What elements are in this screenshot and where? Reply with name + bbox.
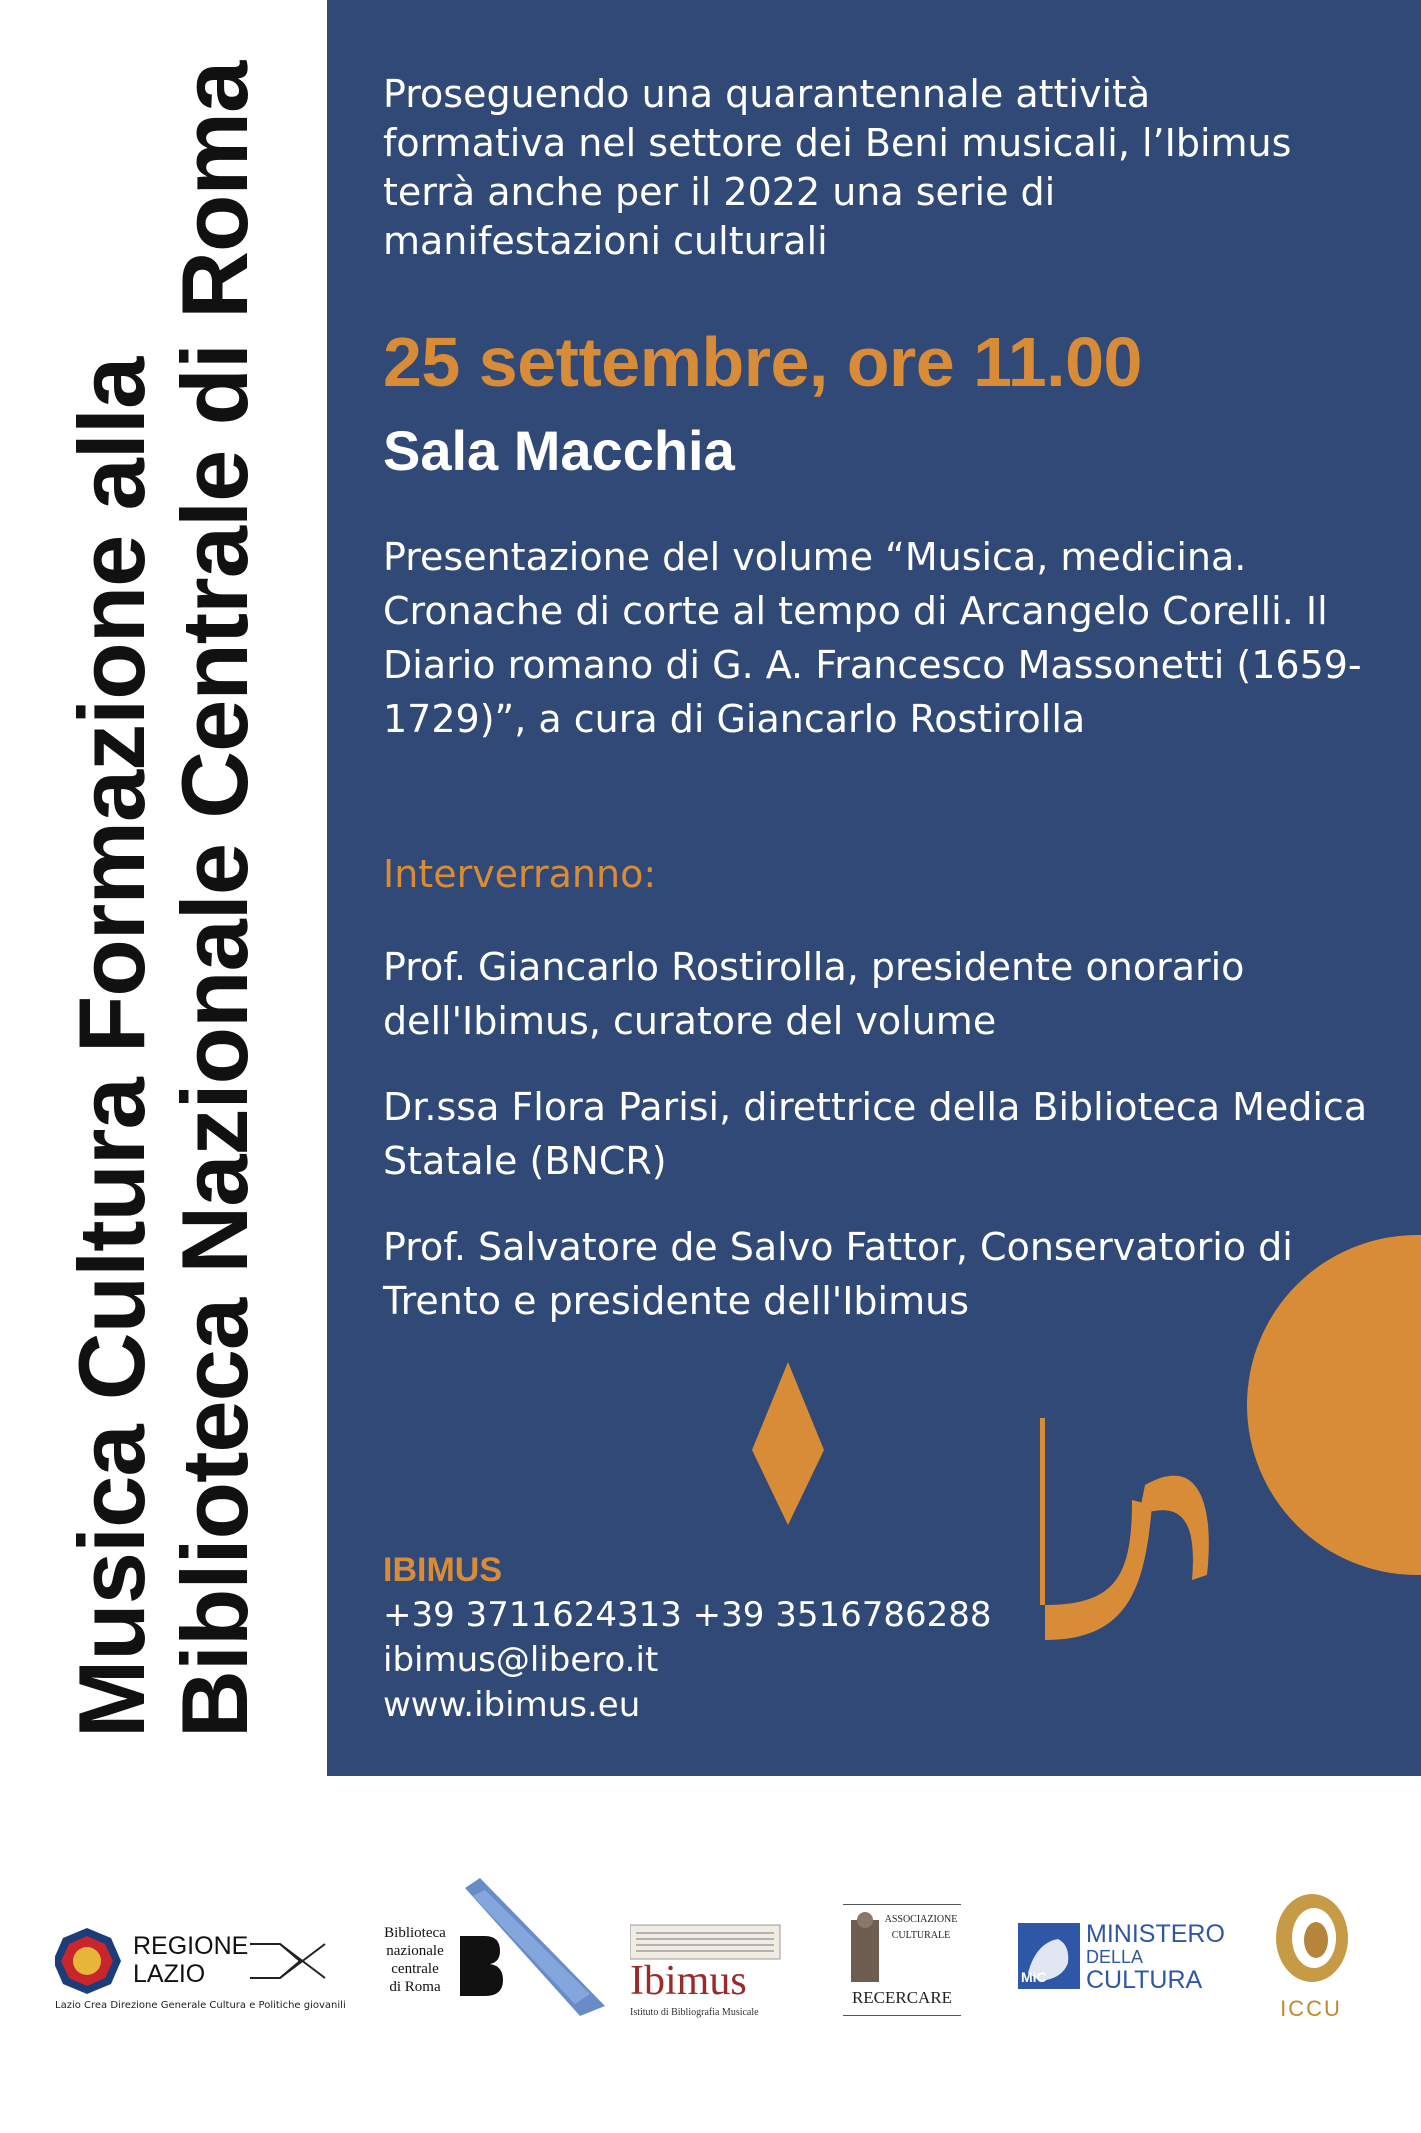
contact-email[interactable]: ibimus@libero.it xyxy=(383,1640,659,1680)
iccu-logo xyxy=(1268,1886,1358,2026)
side-title-line1: Musica Cultura Formazione alla xyxy=(59,357,164,1738)
event-description: Presentazione del volume “Musica, medicina. Cronache di corte al tempo di Arcangelo Corelli. Il Diario romano di G. A. Francesco Massonetti (1659-1729)”, a cura di Giancarlo Rostirolla xyxy=(383,535,1362,741)
bncr-logo xyxy=(375,1876,615,2036)
eighth-note-icon xyxy=(1040,1418,1209,1640)
sponsor-logos xyxy=(0,1776,1421,2133)
intro-text: Proseguendo una quarantennale attività formativa nel settore dei Beni musicali, l’Ibimus terrà anche per il 2022 una serie di manifestazioni culturali xyxy=(383,72,1292,263)
regione-lazio-logo xyxy=(55,1926,355,2016)
recercare-line2: CULTURALE xyxy=(891,1930,951,1941)
speakers-label: Interverranno: xyxy=(383,852,657,896)
mic-line2: DELLA xyxy=(1086,1947,1144,1967)
speaker-3: Prof. Salvatore de Salvo Fattor, Conservatorio di Trento e presidente dell'Ibimus xyxy=(383,1225,1293,1323)
contact-website[interactable]: www.ibimus.eu xyxy=(383,1685,641,1725)
side-title xyxy=(0,0,327,1776)
mic-badge: MiC xyxy=(1021,1969,1047,1985)
recercare-figure-icon xyxy=(845,1910,885,1990)
bncr-line1: Biblioteca xyxy=(384,1925,446,1941)
mic-line3: CULTURA xyxy=(1086,1966,1203,1994)
iccu-name: ICCU xyxy=(1280,1996,1342,2021)
contact-org: IBIMUS xyxy=(383,1551,502,1589)
recercare-logo xyxy=(843,1904,963,2016)
regione-line1: REGIONE xyxy=(133,1932,249,1960)
speaker-2: Dr.ssa Flora Parisi, direttrice della Biblioteca Medica Statale (BNCR) xyxy=(383,1085,1368,1183)
contact-block xyxy=(383,1548,992,1728)
ibimus-logo xyxy=(630,1921,790,2021)
ibimus-caption: Istituto di Bibliografia Musicale xyxy=(630,2007,759,2018)
diamond-note-icon xyxy=(752,1362,824,1525)
recercare-line1: ASSOCIAZIONE xyxy=(884,1914,958,1925)
side-title-line2: Biblioteca Nazionale Centrale di Roma xyxy=(162,61,267,1738)
bncr-line2: nazionale xyxy=(386,1943,444,1959)
regione-line2: LAZIO xyxy=(133,1960,206,1988)
bncr-line3: centrale xyxy=(391,1961,439,1977)
recercare-name: RECERCARE xyxy=(851,1988,953,2007)
contact-phones: +39 3711624313 +39 3516786288 xyxy=(383,1595,992,1635)
iccu-emblem-icon xyxy=(1268,1886,1358,1996)
mic-line1: MINISTERO xyxy=(1086,1920,1225,1948)
event-date: 25 settembre, ore 11.00 xyxy=(383,323,1142,401)
bncr-line4: di Roma xyxy=(389,1979,441,1995)
ibimus-name: Ibimus xyxy=(630,1958,747,2004)
event-hall: Sala Macchia xyxy=(383,419,735,482)
ibimus-score-icon xyxy=(630,1921,790,1961)
regione-caption: Lazio Crea Direzione Generale Cultura e Politiche giovanili xyxy=(55,2000,346,2011)
content-panel xyxy=(327,0,1421,1776)
mic-logo xyxy=(1018,1920,1225,2001)
speaker-1: Prof. Giancarlo Rostirolla, presidente onorario dell'Ibimus, curatore del volume xyxy=(383,945,1245,1043)
